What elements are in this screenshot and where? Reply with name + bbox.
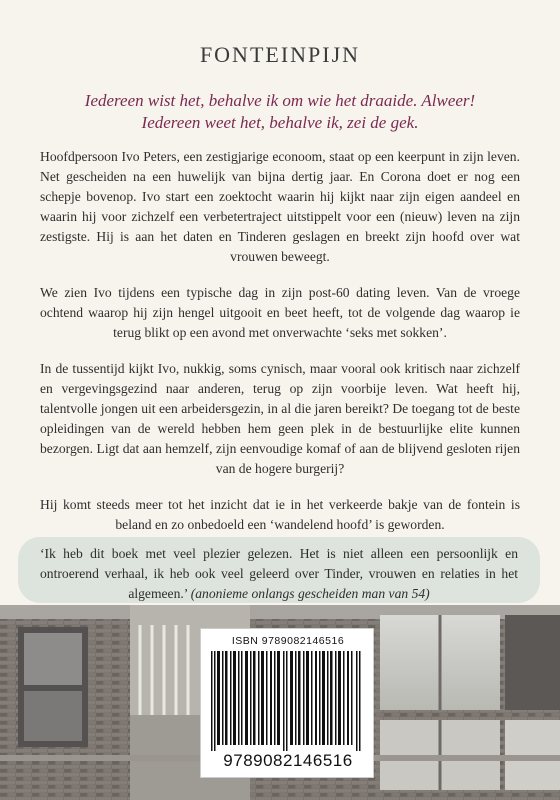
review-attribution: (anonieme onlangs gescheiden man van 54) [190, 586, 430, 601]
tagline-line-1: Iedereen wist het, behalve ik om wie het draaide. Alweer! [84, 91, 476, 110]
blurb-paragraph: Hoofdpersoon Ivo Peters, een zestigjarige econoom, staat op een keerpunt in zijn leven. Net gescheiden na een huwelijk van bijna dertig jaar. En Corona doet er nog een schepje bovenop. Ivo start een zoektocht waarin hij kijkt naar zijn eigen aandeel en waarin hij voor zichzelf een verbetertraject uitstippelt voor een (nieuw) leven na zijn zestigste. Hij is aan het daten en Tinderen geslagen en breekt zijn hoofd over wat vrouwen beweegt. [40, 149, 520, 264]
tagline-line-2: Iedereen weet het, behalve ik, zei de gek. [141, 113, 419, 132]
barcode-bars [209, 651, 367, 751]
isbn-label: ISBN 9789082146516 [231, 635, 345, 647]
blurb-paragraph: In de tussentijd kijkt Ivo, nukkig, soms cynisch, maar vooral ook kritisch naar zichzelf en vergevingsgezind naar anderen, terug op zijn voorbije leven. Wat heeft hij, talentvolle jongen uit een arbeidersgezin, in al die jaren bereikt? De toegang tot de beste opleidingen van de wereld hebben hem geen plek in de bestuurlijke elite kunnen bezorgen. Ligt dat aan hemzelf, zijn eenvoudige komaf of aan de blijvend gesloten rijen van de hogere burgerij? [40, 361, 520, 476]
barcode-digits: 9789082146516 [223, 751, 353, 770]
blurb-paragraph: We zien Ivo tijdens een typische dag in zijn post-60 dating leven. Van de vroege ochtend waarop hij zijn hengel uitgooit en beet heeft, tot de volgende dag waarop ie terug blikt op een avond met onverwachte ‘seks met sokken’. [40, 285, 520, 340]
blurb-text [40, 147, 520, 551]
review-quote-text: ‘Ik heb dit boek met veel plezier gelezen. Het is niet alleen een persoonlijk en ontroerend verhaal, ik heb ook veel geleerd over Tinder, vrouwen en relaties in het algemeen.’ [40, 546, 518, 601]
tagline [40, 90, 520, 134]
blurb-paragraph: Hij komt steeds meer tot het inzicht dat ie in het verkeerde bakje van de fontein is beland en zo onbedoeld een ‘wandelend hoofd’ is geworden. [40, 497, 520, 532]
isbn-barcode [200, 628, 374, 778]
book-title: FONTEINPIJN [199, 42, 361, 67]
review-quote-box [18, 537, 540, 603]
